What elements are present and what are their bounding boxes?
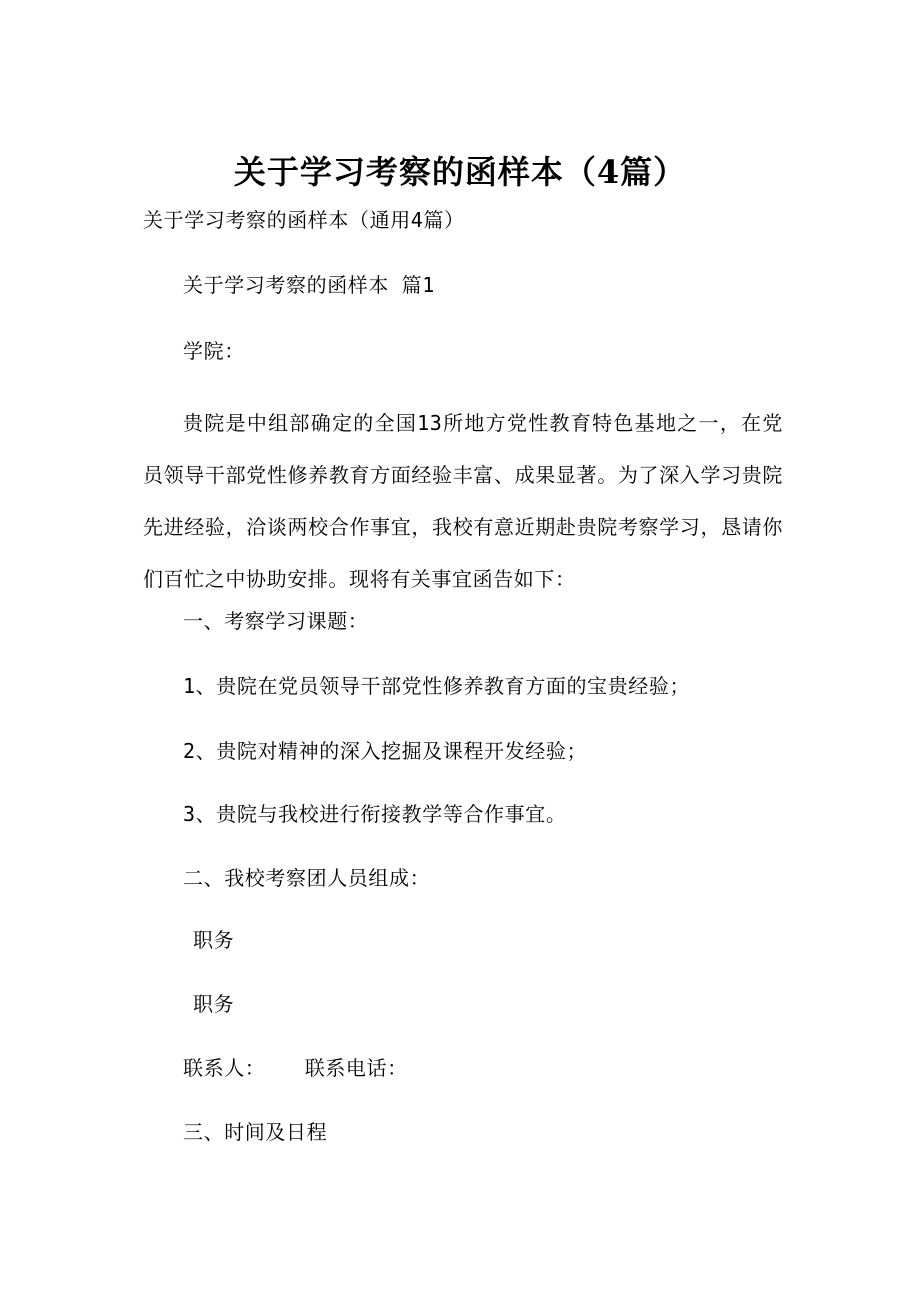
position-label: 职务 <box>193 928 235 952</box>
topic-item: 2、贵院对精神的深入挖掘及课程开发经验； <box>183 739 588 763</box>
document-title: 关于学习考察的函样本（4篇） <box>233 153 687 191</box>
contact-person-label: 联系人： <box>183 1056 266 1080</box>
topic-item: 1、贵院在党员领导干部党性修养教育方面的宝贵经验； <box>183 674 691 698</box>
part-two-heading: 二、我校考察团人员组成： <box>183 866 431 890</box>
salutation: 学院： <box>183 339 245 363</box>
part-three-heading: 三、时间及日程 <box>183 1120 328 1144</box>
document-subtitle: 关于学习考察的函样本（通用4篇） <box>143 208 465 232</box>
part-one-heading: 一、考察学习课题： <box>183 609 369 633</box>
contact-row <box>183 1056 408 1080</box>
contact-phone-label: 联系电话： <box>304 1056 408 1080</box>
position-label: 职务 <box>193 992 235 1016</box>
intro-paragraph: 贵院是中组部确定的全国13所地方党性教育特色基地之一，在党员领导干部党性修养教育方面经验丰富、成果显著。为了深入学习贵院先进经验，洽谈两校合作事宜，我校有意近期赴贵院考察学习，恳请你们百忙之中协助安排。现将有关事宜函告如下： <box>143 411 783 591</box>
topic-item: 3、贵院与我校进行衔接教学等合作事宜。 <box>183 802 567 826</box>
section-heading: 关于学习考察的函样本 篇1 <box>183 273 435 297</box>
